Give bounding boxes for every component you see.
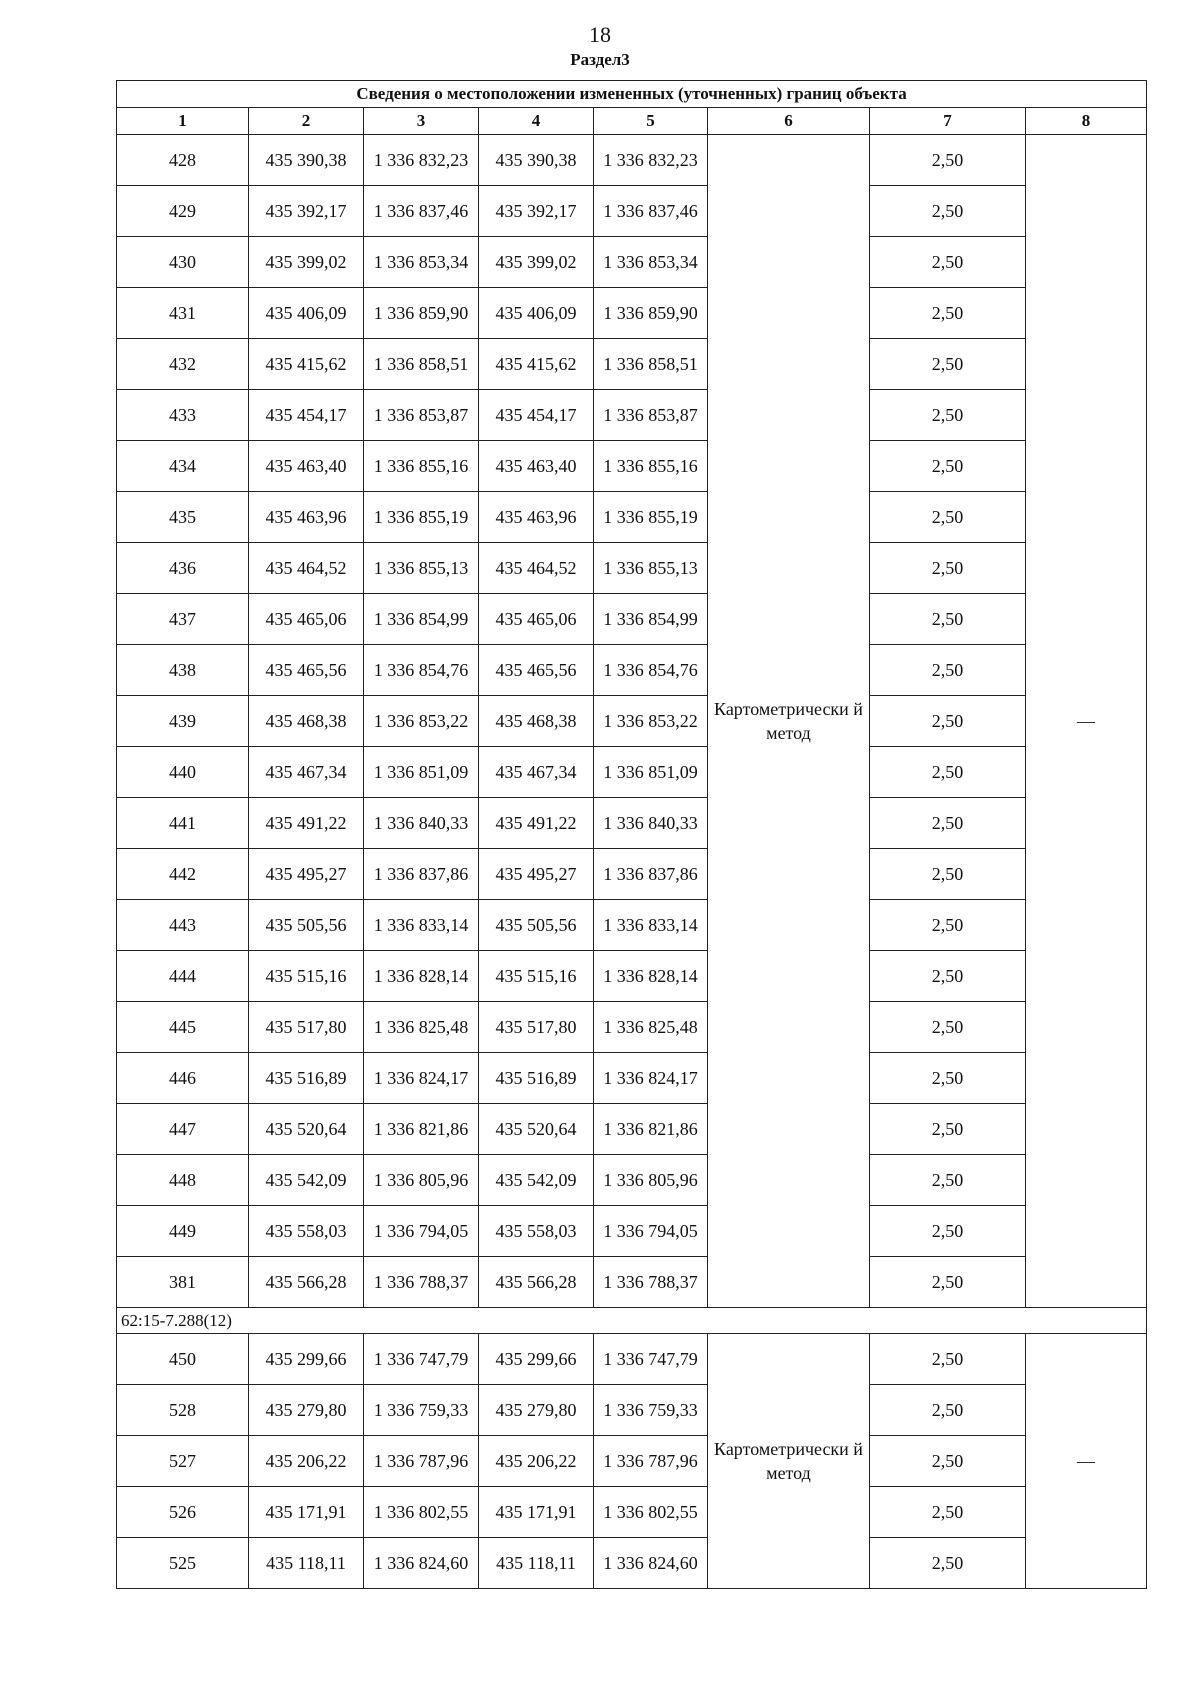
x-old-cell: 435 558,03 bbox=[249, 1206, 364, 1257]
y-new-cell: 1 336 759,33 bbox=[594, 1385, 708, 1436]
method-cell: Картометрически й метод bbox=[708, 135, 870, 1308]
accuracy-cell: 2,50 bbox=[870, 288, 1026, 339]
point-number-cell: 432 bbox=[117, 339, 249, 390]
y-new-cell: 1 336 854,99 bbox=[594, 594, 708, 645]
point-number-cell: 381 bbox=[117, 1257, 249, 1308]
point-number-cell: 440 bbox=[117, 747, 249, 798]
x-old-cell: 435 399,02 bbox=[249, 237, 364, 288]
y-old-cell: 1 336 840,33 bbox=[364, 798, 479, 849]
table-caption-row bbox=[117, 81, 1147, 108]
x-old-cell: 435 495,27 bbox=[249, 849, 364, 900]
y-old-cell: 1 336 853,34 bbox=[364, 237, 479, 288]
y-old-cell: 1 336 853,22 bbox=[364, 696, 479, 747]
y-new-cell: 1 336 788,37 bbox=[594, 1257, 708, 1308]
point-number-cell: 525 bbox=[117, 1538, 249, 1589]
x-new-cell: 435 542,09 bbox=[479, 1155, 594, 1206]
y-old-cell: 1 336 828,14 bbox=[364, 951, 479, 1002]
y-old-cell: 1 336 805,96 bbox=[364, 1155, 479, 1206]
y-old-cell: 1 336 824,17 bbox=[364, 1053, 479, 1104]
x-new-cell: 435 465,56 bbox=[479, 645, 594, 696]
y-old-cell: 1 336 837,46 bbox=[364, 186, 479, 237]
accuracy-cell: 2,50 bbox=[870, 1538, 1026, 1589]
y-old-cell: 1 336 747,79 bbox=[364, 1334, 479, 1385]
point-number-cell: 430 bbox=[117, 237, 249, 288]
column-header: 5 bbox=[594, 108, 708, 135]
table-row bbox=[117, 135, 1147, 186]
accuracy-cell: 2,50 bbox=[870, 441, 1026, 492]
page-number: 18 bbox=[589, 22, 611, 47]
y-new-cell: 1 336 851,09 bbox=[594, 747, 708, 798]
x-old-cell: 435 467,34 bbox=[249, 747, 364, 798]
y-new-cell: 1 336 832,23 bbox=[594, 135, 708, 186]
table-row bbox=[117, 390, 1147, 441]
x-old-cell: 435 505,56 bbox=[249, 900, 364, 951]
x-new-cell: 435 399,02 bbox=[479, 237, 594, 288]
table-row bbox=[117, 747, 1147, 798]
table-row bbox=[117, 1257, 1147, 1308]
x-new-cell: 435 566,28 bbox=[479, 1257, 594, 1308]
point-number-cell: 446 bbox=[117, 1053, 249, 1104]
y-old-cell: 1 336 821,86 bbox=[364, 1104, 479, 1155]
x-old-cell: 435 468,38 bbox=[249, 696, 364, 747]
x-new-cell: 435 463,96 bbox=[479, 492, 594, 543]
x-old-cell: 435 463,96 bbox=[249, 492, 364, 543]
x-new-cell: 435 464,52 bbox=[479, 543, 594, 594]
point-number-cell: 435 bbox=[117, 492, 249, 543]
y-old-cell: 1 336 833,14 bbox=[364, 900, 479, 951]
y-new-cell: 1 336 840,33 bbox=[594, 798, 708, 849]
accuracy-cell: 2,50 bbox=[870, 951, 1026, 1002]
accuracy-cell: 2,50 bbox=[870, 339, 1026, 390]
table-row bbox=[117, 339, 1147, 390]
group-label: 62:15-7.288(12) bbox=[117, 1308, 1147, 1334]
point-number-cell: 442 bbox=[117, 849, 249, 900]
section-title: Раздел3 bbox=[570, 50, 630, 69]
y-new-cell: 1 336 853,22 bbox=[594, 696, 708, 747]
point-number-cell: 431 bbox=[117, 288, 249, 339]
x-new-cell: 435 390,38 bbox=[479, 135, 594, 186]
point-number-cell: 444 bbox=[117, 951, 249, 1002]
column-header: 8 bbox=[1026, 108, 1147, 135]
point-number-cell: 443 bbox=[117, 900, 249, 951]
accuracy-cell: 2,50 bbox=[870, 798, 1026, 849]
point-number-cell: 448 bbox=[117, 1155, 249, 1206]
x-old-cell: 435 406,09 bbox=[249, 288, 364, 339]
y-old-cell: 1 336 854,76 bbox=[364, 645, 479, 696]
x-new-cell: 435 406,09 bbox=[479, 288, 594, 339]
x-old-cell: 435 464,52 bbox=[249, 543, 364, 594]
x-old-cell: 435 491,22 bbox=[249, 798, 364, 849]
point-number-cell: 436 bbox=[117, 543, 249, 594]
note-cell: — bbox=[1026, 135, 1147, 1308]
column-header: 4 bbox=[479, 108, 594, 135]
accuracy-cell: 2,50 bbox=[870, 492, 1026, 543]
x-new-cell: 435 517,80 bbox=[479, 1002, 594, 1053]
table-row bbox=[117, 492, 1147, 543]
table-row bbox=[117, 1002, 1147, 1053]
accuracy-cell: 2,50 bbox=[870, 900, 1026, 951]
x-old-cell: 435 520,64 bbox=[249, 1104, 364, 1155]
y-old-cell: 1 336 794,05 bbox=[364, 1206, 479, 1257]
y-old-cell: 1 336 851,09 bbox=[364, 747, 479, 798]
table-row bbox=[117, 1385, 1147, 1436]
table-row bbox=[117, 543, 1147, 594]
y-new-cell: 1 336 833,14 bbox=[594, 900, 708, 951]
x-new-cell: 435 463,40 bbox=[479, 441, 594, 492]
x-old-cell: 435 118,11 bbox=[249, 1538, 364, 1589]
accuracy-cell: 2,50 bbox=[870, 1385, 1026, 1436]
point-number-cell: 437 bbox=[117, 594, 249, 645]
x-new-cell: 435 520,64 bbox=[479, 1104, 594, 1155]
x-new-cell: 435 415,62 bbox=[479, 339, 594, 390]
x-new-cell: 435 516,89 bbox=[479, 1053, 594, 1104]
x-new-cell: 435 467,34 bbox=[479, 747, 594, 798]
y-old-cell: 1 336 855,13 bbox=[364, 543, 479, 594]
x-new-cell: 435 468,38 bbox=[479, 696, 594, 747]
table-row bbox=[117, 849, 1147, 900]
x-new-cell: 435 118,11 bbox=[479, 1538, 594, 1589]
column-header: 1 bbox=[117, 108, 249, 135]
table-row bbox=[117, 1436, 1147, 1487]
y-old-cell: 1 336 859,90 bbox=[364, 288, 479, 339]
table-caption: Сведения о местоположении измененных (уточненных) границ объекта bbox=[117, 81, 1147, 108]
y-old-cell: 1 336 787,96 bbox=[364, 1436, 479, 1487]
table-row bbox=[117, 645, 1147, 696]
accuracy-cell: 2,50 bbox=[870, 390, 1026, 441]
y-new-cell: 1 336 853,87 bbox=[594, 390, 708, 441]
accuracy-cell: 2,50 bbox=[870, 1257, 1026, 1308]
column-number-row bbox=[117, 108, 1147, 135]
column-header: 2 bbox=[249, 108, 364, 135]
table-row bbox=[117, 696, 1147, 747]
x-new-cell: 435 491,22 bbox=[479, 798, 594, 849]
accuracy-cell: 2,50 bbox=[870, 1104, 1026, 1155]
point-number-cell: 449 bbox=[117, 1206, 249, 1257]
accuracy-cell: 2,50 bbox=[870, 849, 1026, 900]
accuracy-cell: 2,50 bbox=[870, 1334, 1026, 1385]
x-old-cell: 435 454,17 bbox=[249, 390, 364, 441]
table-row bbox=[117, 1206, 1147, 1257]
x-new-cell: 435 299,66 bbox=[479, 1334, 594, 1385]
point-number-cell: 433 bbox=[117, 390, 249, 441]
x-old-cell: 435 392,17 bbox=[249, 186, 364, 237]
x-old-cell: 435 299,66 bbox=[249, 1334, 364, 1385]
table-row bbox=[117, 900, 1147, 951]
y-new-cell: 1 336 828,14 bbox=[594, 951, 708, 1002]
x-new-cell: 435 454,17 bbox=[479, 390, 594, 441]
y-old-cell: 1 336 858,51 bbox=[364, 339, 479, 390]
table-row bbox=[117, 186, 1147, 237]
x-old-cell: 435 465,06 bbox=[249, 594, 364, 645]
x-new-cell: 435 515,16 bbox=[479, 951, 594, 1002]
accuracy-cell: 2,50 bbox=[870, 186, 1026, 237]
boundary-table bbox=[116, 80, 1147, 1589]
y-old-cell: 1 336 824,60 bbox=[364, 1538, 479, 1589]
x-old-cell: 435 542,09 bbox=[249, 1155, 364, 1206]
accuracy-cell: 2,50 bbox=[870, 1487, 1026, 1538]
x-old-cell: 435 517,80 bbox=[249, 1002, 364, 1053]
accuracy-cell: 2,50 bbox=[870, 1206, 1026, 1257]
y-new-cell: 1 336 854,76 bbox=[594, 645, 708, 696]
y-old-cell: 1 336 854,99 bbox=[364, 594, 479, 645]
table-row bbox=[117, 1487, 1147, 1538]
y-new-cell: 1 336 794,05 bbox=[594, 1206, 708, 1257]
y-old-cell: 1 336 825,48 bbox=[364, 1002, 479, 1053]
y-new-cell: 1 336 787,96 bbox=[594, 1436, 708, 1487]
x-old-cell: 435 465,56 bbox=[249, 645, 364, 696]
y-new-cell: 1 336 859,90 bbox=[594, 288, 708, 339]
accuracy-cell: 2,50 bbox=[870, 696, 1026, 747]
table-row bbox=[117, 237, 1147, 288]
x-old-cell: 435 390,38 bbox=[249, 135, 364, 186]
point-number-cell: 428 bbox=[117, 135, 249, 186]
y-new-cell: 1 336 747,79 bbox=[594, 1334, 708, 1385]
y-new-cell: 1 336 858,51 bbox=[594, 339, 708, 390]
table-row bbox=[117, 1155, 1147, 1206]
accuracy-cell: 2,50 bbox=[870, 237, 1026, 288]
x-old-cell: 435 515,16 bbox=[249, 951, 364, 1002]
point-number-cell: 434 bbox=[117, 441, 249, 492]
point-number-cell: 429 bbox=[117, 186, 249, 237]
point-number-cell: 447 bbox=[117, 1104, 249, 1155]
y-new-cell: 1 336 802,55 bbox=[594, 1487, 708, 1538]
x-old-cell: 435 279,80 bbox=[249, 1385, 364, 1436]
accuracy-cell: 2,50 bbox=[870, 543, 1026, 594]
accuracy-cell: 2,50 bbox=[870, 1436, 1026, 1487]
x-new-cell: 435 392,17 bbox=[479, 186, 594, 237]
group-label-row bbox=[117, 1308, 1147, 1334]
x-new-cell: 435 505,56 bbox=[479, 900, 594, 951]
table-row bbox=[117, 1334, 1147, 1385]
y-old-cell: 1 336 837,86 bbox=[364, 849, 479, 900]
point-number-cell: 438 bbox=[117, 645, 249, 696]
y-old-cell: 1 336 802,55 bbox=[364, 1487, 479, 1538]
table-row bbox=[117, 1538, 1147, 1589]
point-number-cell: 439 bbox=[117, 696, 249, 747]
column-header: 3 bbox=[364, 108, 479, 135]
point-number-cell: 441 bbox=[117, 798, 249, 849]
y-old-cell: 1 336 759,33 bbox=[364, 1385, 479, 1436]
y-old-cell: 1 336 853,87 bbox=[364, 390, 479, 441]
table-row bbox=[117, 594, 1147, 645]
x-new-cell: 435 558,03 bbox=[479, 1206, 594, 1257]
table-row bbox=[117, 1053, 1147, 1104]
y-old-cell: 1 336 788,37 bbox=[364, 1257, 479, 1308]
y-new-cell: 1 336 824,17 bbox=[594, 1053, 708, 1104]
accuracy-cell: 2,50 bbox=[870, 1002, 1026, 1053]
x-new-cell: 435 171,91 bbox=[479, 1487, 594, 1538]
x-old-cell: 435 566,28 bbox=[249, 1257, 364, 1308]
note-cell: — bbox=[1026, 1334, 1147, 1589]
x-old-cell: 435 415,62 bbox=[249, 339, 364, 390]
x-new-cell: 435 465,06 bbox=[479, 594, 594, 645]
y-new-cell: 1 336 837,46 bbox=[594, 186, 708, 237]
point-number-cell: 526 bbox=[117, 1487, 249, 1538]
y-new-cell: 1 336 824,60 bbox=[594, 1538, 708, 1589]
accuracy-cell: 2,50 bbox=[870, 747, 1026, 798]
y-new-cell: 1 336 805,96 bbox=[594, 1155, 708, 1206]
x-new-cell: 435 495,27 bbox=[479, 849, 594, 900]
y-new-cell: 1 336 837,86 bbox=[594, 849, 708, 900]
accuracy-cell: 2,50 bbox=[870, 1053, 1026, 1104]
column-header: 6 bbox=[708, 108, 870, 135]
y-new-cell: 1 336 825,48 bbox=[594, 1002, 708, 1053]
point-number-cell: 527 bbox=[117, 1436, 249, 1487]
x-old-cell: 435 206,22 bbox=[249, 1436, 364, 1487]
y-new-cell: 1 336 855,19 bbox=[594, 492, 708, 543]
table-row bbox=[117, 441, 1147, 492]
point-number-cell: 528 bbox=[117, 1385, 249, 1436]
table-row bbox=[117, 798, 1147, 849]
accuracy-cell: 2,50 bbox=[870, 135, 1026, 186]
accuracy-cell: 2,50 bbox=[870, 645, 1026, 696]
y-old-cell: 1 336 855,16 bbox=[364, 441, 479, 492]
x-new-cell: 435 279,80 bbox=[479, 1385, 594, 1436]
table-row bbox=[117, 951, 1147, 1002]
accuracy-cell: 2,50 bbox=[870, 594, 1026, 645]
point-number-cell: 450 bbox=[117, 1334, 249, 1385]
x-old-cell: 435 516,89 bbox=[249, 1053, 364, 1104]
column-header: 7 bbox=[870, 108, 1026, 135]
y-new-cell: 1 336 855,13 bbox=[594, 543, 708, 594]
point-number-cell: 445 bbox=[117, 1002, 249, 1053]
y-old-cell: 1 336 832,23 bbox=[364, 135, 479, 186]
y-new-cell: 1 336 821,86 bbox=[594, 1104, 708, 1155]
accuracy-cell: 2,50 bbox=[870, 1155, 1026, 1206]
y-new-cell: 1 336 855,16 bbox=[594, 441, 708, 492]
x-new-cell: 435 206,22 bbox=[479, 1436, 594, 1487]
table-row bbox=[117, 1104, 1147, 1155]
table-row bbox=[117, 288, 1147, 339]
y-old-cell: 1 336 855,19 bbox=[364, 492, 479, 543]
method-cell: Картометрически й метод bbox=[708, 1334, 870, 1589]
y-new-cell: 1 336 853,34 bbox=[594, 237, 708, 288]
x-old-cell: 435 171,91 bbox=[249, 1487, 364, 1538]
x-old-cell: 435 463,40 bbox=[249, 441, 364, 492]
